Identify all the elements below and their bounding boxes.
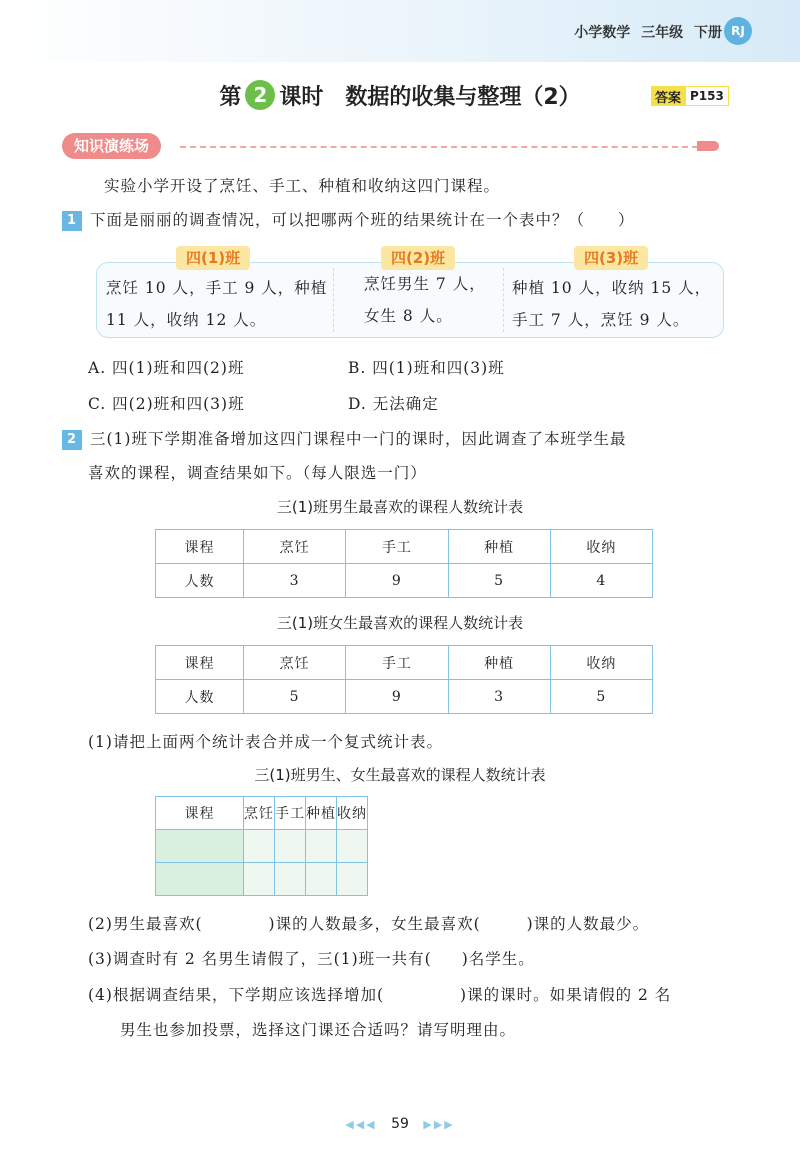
card-line: 烹饪男生 7 人， (364, 275, 486, 293)
title-main: 数据的收集与整理（2） (345, 85, 581, 110)
table-cell: 5 (448, 564, 550, 598)
answer-cell[interactable] (244, 863, 275, 896)
table-cell: 4 (550, 564, 652, 598)
sub-question-4-part: )课的课时。如果请假的 2 名 (460, 986, 672, 1004)
question-1 (62, 208, 635, 231)
book-info: 小学数学 三年级 下册 (574, 25, 722, 41)
table-cell: 种植 (448, 530, 550, 564)
sub-question-1: (1)请把上面两个统计表合并成一个复式统计表。 (88, 733, 443, 751)
card-line: 手工 7 人，烹饪 9 人。 (512, 311, 690, 329)
question-2 (62, 427, 626, 450)
table-cell: 课程 (156, 646, 244, 680)
table-cell: 种植 (306, 797, 337, 830)
sub-question-2 (88, 912, 649, 934)
table-cell: 5 (550, 680, 652, 714)
table-row (156, 564, 653, 598)
question-2-line-2: 喜欢的课程，调查结果如下。（每人限选一门） (88, 464, 427, 482)
card-text-class-2 (364, 268, 486, 332)
girls-table (155, 645, 653, 714)
section-label: 知识演练场 (62, 133, 161, 159)
answer-page: P153 (685, 86, 729, 106)
table-cell: 5 (244, 680, 346, 714)
sub-question-2-part: )课的人数最多，女生最喜欢( (268, 915, 481, 933)
lesson-number-badge: 2 (245, 80, 275, 110)
title-prefix: 第 (219, 85, 242, 110)
table-cell: 烹饪 (244, 797, 275, 830)
table-row (156, 680, 653, 714)
table-cell: 人数 (156, 680, 244, 714)
question-2-line-1: 三(1)班下学期准备增加这四门课程中一门的课时，因此调查了本班学生最 (90, 430, 627, 448)
table-cell: 收纳 (550, 530, 652, 564)
girls-table-title: 三(1)班女生最喜欢的课程人数统计表 (276, 614, 524, 632)
option-b[interactable]: B. 四(1)班和四(3)班 (348, 359, 505, 377)
answer-cell[interactable] (275, 830, 306, 863)
answer-cell[interactable] (275, 863, 306, 896)
card-divider (333, 268, 334, 332)
table-cell: 收纳 (550, 646, 652, 680)
table-cell: 课程 (156, 530, 244, 564)
section-divider (180, 146, 698, 148)
table-cell: 手工 (275, 797, 306, 830)
sub-question-4 (88, 983, 671, 1005)
card-title-class-1: 四(1)班 (176, 246, 250, 270)
answer-cell[interactable] (337, 863, 368, 896)
table-cell: 课程 (156, 797, 244, 830)
table-cell: 烹饪 (244, 646, 346, 680)
right-arrows-icon: ▶▶▶ (423, 1118, 455, 1131)
sub-question-3-part: (3)调查时有 2 名男生请假了，三(1)班一共有( (88, 950, 432, 968)
page-number: 59 (391, 1116, 409, 1132)
answer-cell[interactable] (306, 830, 337, 863)
table-row (156, 830, 368, 863)
table-row (156, 646, 653, 680)
card-divider (503, 268, 504, 332)
answer-label: 答案 (651, 86, 685, 106)
card-line: 种植 10 人，收纳 15 人， (512, 279, 712, 297)
sub-question-3 (88, 947, 535, 969)
table-cell: 3 (244, 564, 346, 598)
card-text-class-3 (512, 272, 711, 336)
card-title-class-2: 四(2)班 (381, 246, 455, 270)
option-a[interactable]: A. 四(1)班和四(2)班 (88, 359, 245, 377)
table-cell: 3 (448, 680, 550, 714)
table-cell: 烹饪 (244, 530, 346, 564)
option-d[interactable]: D. 无法确定 (348, 395, 439, 413)
answer-cell[interactable] (306, 863, 337, 896)
answer-cell[interactable] (156, 830, 244, 863)
table-cell: 9 (346, 680, 448, 714)
table-cell: 收纳 (337, 797, 368, 830)
boys-table (155, 529, 653, 598)
card-line: 烹饪 10 人，手工 9 人，种植 (106, 279, 328, 297)
card-line: 11 人，收纳 12 人。 (106, 311, 267, 329)
answer-cell[interactable] (156, 863, 244, 896)
table-row (156, 863, 368, 896)
option-c[interactable]: C. 四(2)班和四(3)班 (88, 395, 245, 413)
edition-badge: RJ (724, 17, 752, 45)
sub-question-4-part: (4)根据调查结果，下学期应该选择增加( (88, 986, 385, 1004)
intro-text: 实验小学开设了烹饪、手工、种植和收纳这四门课程。 (104, 177, 501, 195)
question-number-badge: 2 (62, 430, 82, 450)
sub-question-2-part: )课的人数最少。 (526, 915, 650, 933)
title-suffix: 课时 (279, 85, 324, 110)
question-number-badge: 1 (62, 211, 82, 231)
boys-table-title: 三(1)班男生最喜欢的课程人数统计表 (276, 498, 524, 516)
table-cell: 手工 (346, 646, 448, 680)
left-arrows-icon: ◀◀◀ (345, 1118, 377, 1131)
question-1-text: 下面是丽丽的调查情况，可以把哪两个班的结果统计在一个表中？（ ） (90, 211, 635, 229)
card-line: 女生 8 人。 (364, 307, 453, 325)
table-cell: 手工 (346, 530, 448, 564)
card-text-class-1 (106, 272, 327, 336)
table-row (156, 530, 653, 564)
combined-table-title: 三(1)班男生、女生最喜欢的课程人数统计表 (254, 766, 546, 784)
answer-cell[interactable] (244, 830, 275, 863)
answer-cell[interactable] (337, 830, 368, 863)
table-cell: 人数 (156, 564, 244, 598)
answer-reference (651, 86, 729, 106)
sub-question-2-part: (2)男生最喜欢( (88, 915, 203, 933)
table-cell: 9 (346, 564, 448, 598)
pencil-icon (697, 141, 719, 151)
combined-table (155, 796, 653, 896)
sub-question-4-line-2: 男生也参加投票，选择这门课还合适吗？请写明理由。 (120, 1021, 517, 1039)
table-row (156, 797, 368, 830)
sub-question-3-part: )名学生。 (461, 950, 535, 968)
table-cell: 种植 (448, 646, 550, 680)
page-footer (0, 1116, 800, 1132)
card-title-class-3: 四(3)班 (574, 246, 648, 270)
